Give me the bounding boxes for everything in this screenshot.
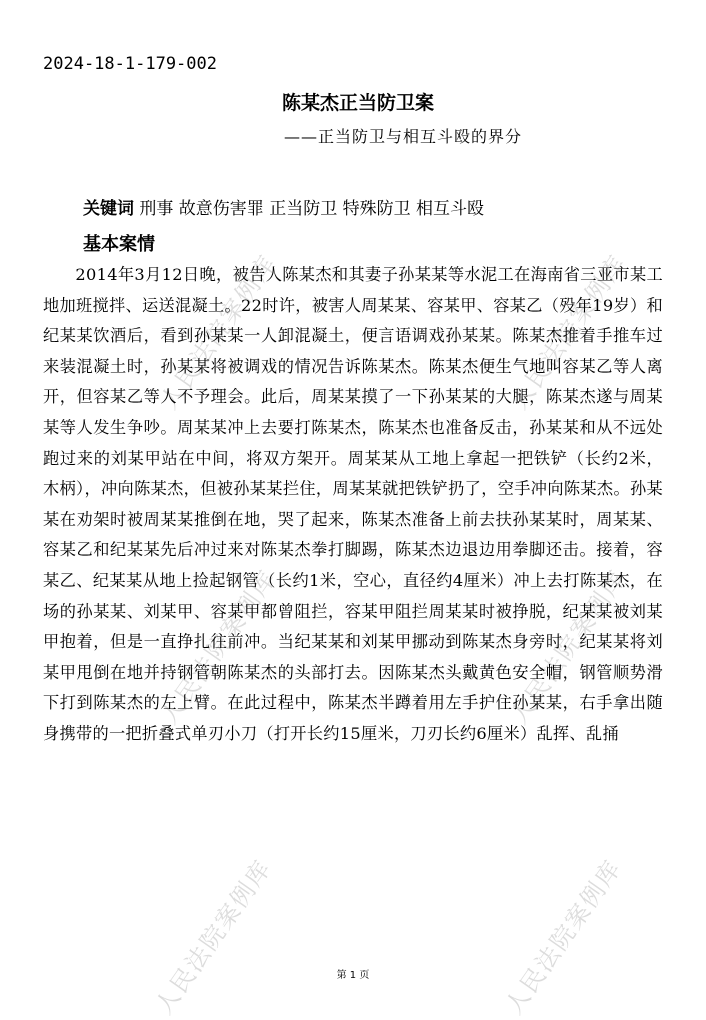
- watermark-text: 人民法院案例库: [149, 854, 278, 1020]
- watermark-text: 人民法院案例库: [154, 564, 283, 730]
- document-title: 陈某杰正当防卫案: [281, 92, 434, 114]
- watermark-text: 人民法院案例库: [154, 249, 283, 415]
- body-paragraph: 2014年3月12日晚，被告人陈某杰和其妻子孙某某等水泥工在海南省三亚市某工地加班搅拌、运送混凝土。22时许，被害人周某某、容某甲、容某乙（殁年19岁）和纪某某饮酒后，看到孙某某一人卸混凝土，便言语调戏孙某某。陈某杰推着手推车过来装混凝土时，孙某某将被调戏的情况告诉陈某杰。陈某杰便生气地叫容某乙等人离开，但容某乙等人不予理会。此后，周某某摸了一下孙某某的大腿，陈某杰遂与周某某等人发生争吵。周某某冲上去要打陈某杰，陈某杰也准备反击，孙某某和从不远处跑过来的刘某甲站在中间，将双方架开。周某某从工地上拿起一把铁铲（长约2米，木柄），冲向陈某杰，但被孙某某拦住，周某某就把铁铲扔了，空手冲向陈某杰。孙某某在劝架时被周某某推倒在地，哭了起来，陈某杰准备上前去扶孙某某时，周某某、容某乙和纪某某先后冲过来对陈某杰拳打脚踢，陈某杰边退边用拳脚还击。接着，容某乙、纪某某从地上捡起钢管（长约1米，空心，直径约4厘米）冲上去打陈某杰，在场的孙某某、刘某甲、容某甲都曾阻拦，容某甲阻拦周某某时被挣脱，纪某某被刘某甲抱着，但是一直挣扎往前冲。当纪某某和刘某甲挪动到陈某杰身旁时，纪某某将刘某甲甩倒在地并持钢管朝陈某杰的头部打去。因陈某杰头戴黄色安全帽，钢管顺势滑下打到陈某杰的左上臂。在此过程中，陈某杰半蹲着用左手护住孙某某，右手拿出随身携带的一把折叠式单刃小刀（打开长约15厘米，刀刃长约6厘米）乱挥、乱捅: [43, 265, 663, 743]
- watermark-text: 人民法院案例库: [499, 854, 628, 1020]
- keywords-line: [83, 194, 484, 219]
- watermark-text: 人民法院案例库: [504, 249, 633, 415]
- keywords-terms: 刑事 故意伤害罪 正当防卫 特殊防卫 相互斗殴: [139, 199, 485, 219]
- page-footer: 第 1 页: [336, 970, 370, 981]
- keywords-label: 关键词: [83, 199, 134, 219]
- case-number: 2024-18-1-179-002: [43, 54, 217, 74]
- watermark-text: 人民法院案例库: [504, 564, 633, 730]
- document-subtitle: ——正当防卫与相互斗殴的界分: [283, 127, 522, 146]
- section-heading: 基本案情: [83, 234, 155, 255]
